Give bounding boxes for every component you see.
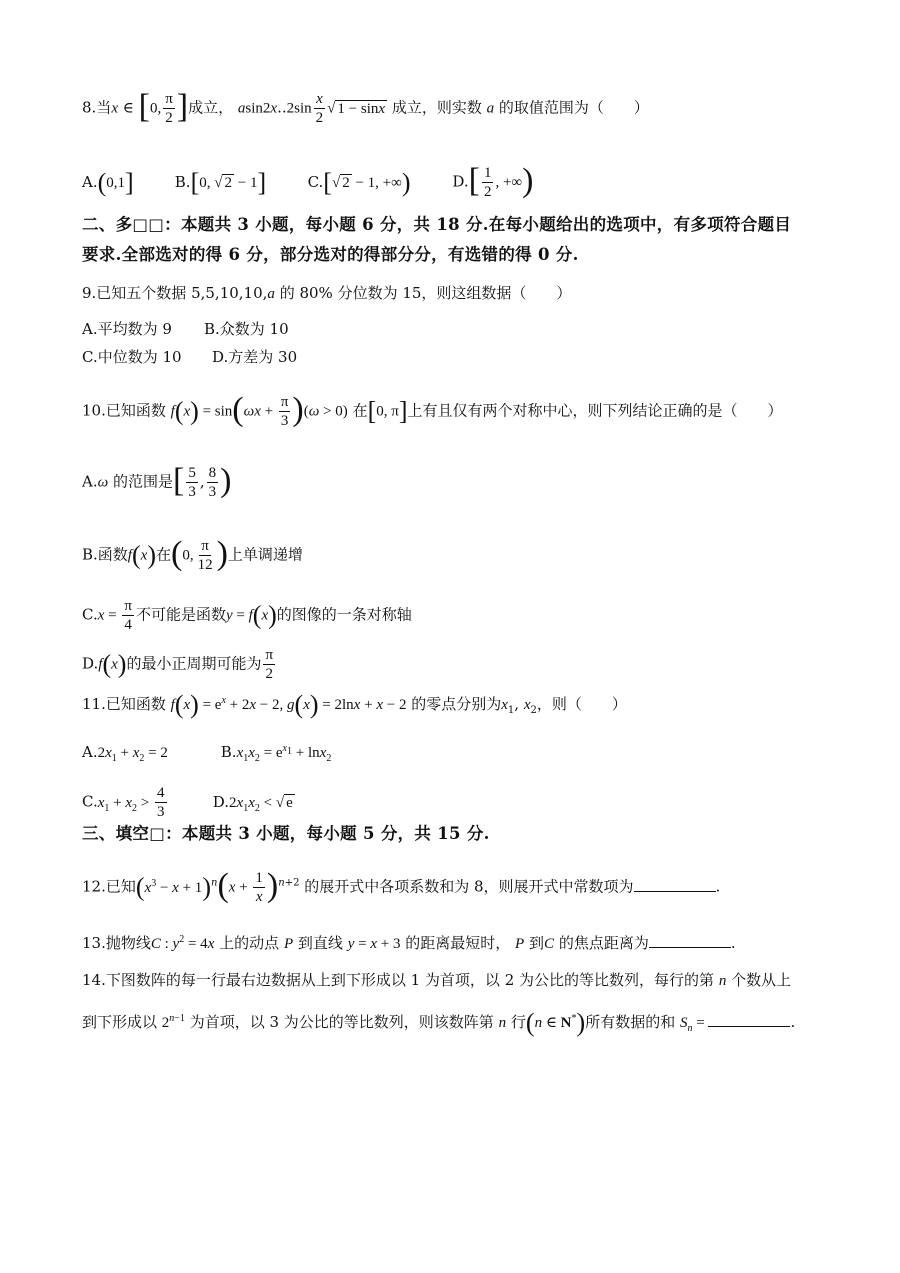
q11-options-ab: $A.2x_1 + x_2 = 2$ $B.x_1x_2 = e^{x_1} + \ln x_2$: [82, 743, 332, 764]
q11-stem: 11.已知函数 $f(x) = e^x + 2x - 2$, g(x) = 2lnx + x − 2 的零点分别为$x_1$, $x_2$，则（ ）: [82, 690, 627, 719]
q12-answer-blank[interactable]: [634, 877, 716, 892]
q11-options-cd: $C.x_1 + x_2$ > $\frac{4}{3}$ $D.2x_1x_2$ < √ e: [82, 785, 293, 820]
q10-option-c: C.x = $\frac{\pi}{4}$ 不可能是函数y = f(x)的图像的一条对称轴: [82, 598, 412, 633]
q14-answer-blank[interactable]: [708, 1012, 790, 1027]
q12-stem: 12.已知$(x^3 - x + 1)^n(x$ + $\frac{1}{x}$ )$^{n+2}$ 的展开式中各项系数和为 8，则展开式中常数项为 .: [82, 866, 721, 905]
q14-stem-line1: 14.下图数阵的每一行最右边数据从上到下形成以 1 为首项，以 2 为公比的等比数列，每行的第 n 个数从上: [82, 971, 792, 989]
q10-option-a: A.ω 的范围是[ $\frac{5}{3}$ , $\frac{8}{3}$ ): [82, 461, 232, 500]
q10-stem: 10.已知函数 f(x) = sin(ωx + $\frac{\pi}{3}$ )(ω > 0) 在[0, π]上有且仅有两个对称中心，则下列结论正确的是（ ）: [82, 390, 783, 429]
q9-options-ab: A.平均数为 9 B.众数为 10: [82, 320, 289, 338]
q9-stem: 9.已知五个数据 5,5,10,10,a 的 80% 分位数为 15，则这组数据（ ）: [82, 284, 572, 302]
q13-stem: 13.抛物线C : $y^2 = 4x$ 上的动点 P 到直线 y = x + 3 的距离最短时， P 到C 的焦点距离为 .: [82, 934, 736, 952]
q8-options: A.(0,1] B.[0, √ 2 − 1] C.[√ 2 − 1, +∞) D.[ $\frac{1}{2}$ , +∞): [82, 161, 534, 200]
section2-heading: 二、多□□：本题共 3 小题，每小题 6 分，共 18 分.在每小题给出的选项中，有多项符合题目: [82, 215, 792, 234]
section3-heading: 三、填空□：本题共 3 小题，每小题 5 分，共 15 分.: [82, 824, 490, 843]
q8-stem: 8.当x ∈ [0, $\frac{\pi}{2}$ ]成立， asin2x..2sin $\frac{x}{2}$ √ 1 − sinx 成立，则实数 a 的取值范围为（ ）: [82, 87, 649, 126]
q14-stem-line2: 到下形成以 $2^{n-1}$ 为首项，以 3 为公比的等比数列，则该数阵第 n 行(n ∈ N*)所有数据的和 $S_n$ = .: [82, 1008, 796, 1037]
section2-heading-cont: 要求.全部选对的得 6 分，部分选对的得部分分，有选错的得 0 分.: [82, 245, 579, 264]
q9-options-cd: C.中位数为 10 D.方差为 30: [82, 348, 298, 366]
q13-answer-blank[interactable]: [649, 933, 731, 948]
q10-option-d: D.f(x)的最小正周期可能为 $\frac{\pi}{2}$: [82, 647, 274, 682]
q10-option-b: B.函数f(x)在(0, $\frac{\pi}{12}$ )上单调递增: [82, 534, 303, 573]
